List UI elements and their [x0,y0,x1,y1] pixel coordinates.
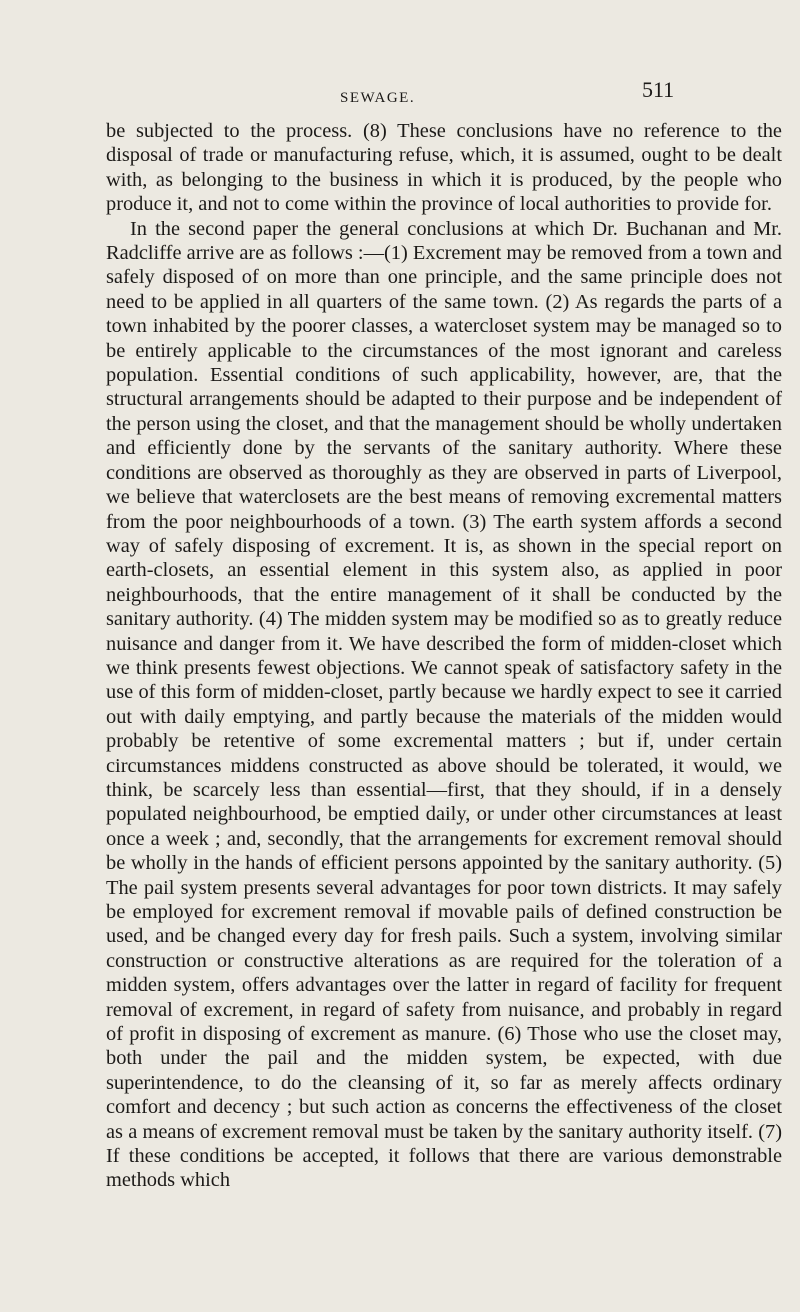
running-head [0,72,800,112]
page-number: 511 [642,77,675,102]
body-text [106,119,782,1193]
paragraph-continued: be subjected to the process. (8) These conclusions have no reference to the disposal of trade or manufacturing refuse, which, it is assumed, ought to be dealt with, as belonging to the business in which it is produced, by the people who produce it, and not to come within the province of local authorities to provide for. [106,120,782,216]
paragraph-conclusions: In the second paper the general conclusions at which Dr. Buchanan and Mr. Radcliffe arrive are as follows :—(1) Excrement may be removed from a town and safely disposed of on more than one principle, and the same principle does not need to be applied in all quarters of the same town. (2) As regards the parts of a town inhabited by the poorer classes, a watercloset system may be managed so to be entirely applicable to the circumstances of the most ignorant and careless population. Essential conditions of such applicability, however, are, that the structural arrangements should be adapted to their purpose and be independent of the person using the closet, and that the management should be wholly undertaken and efficiently done by the servants of the sanitary authority. Where these conditions are observed as thoroughly as they are observed in parts of Liverpool, we believe that waterclosets are the best means of removing excremental matters from the poor neighbourhoods of a town. (3) The earth system affords a second way of safely disposing of excrement. It is, as shown in the special report on earth-closets, an essential element in this system also, as applied in poor neighbourhoods, that the entire management of it shall be conducted by the sanitary authority. (4) The midden system may be modified so as to greatly reduce nuisance and danger from it. We have described the form of midden-closet which we think presents fewest objections. We cannot speak of satisfactory safety in the use of this form of midden-closet, partly because we hardly expect to see it carried out with daily emptying, and partly because the materials of the midden would probably be retentive of some excremental matters ; but if, under certain circumstances middens constructed as above should be tolerated, it would, we think, be scarcely less than essential—first, that they should, if in a densely populated neighbourhood, be emptied daily, or under other circumstances at least once a week ; and, secondly, that the arrangements for excrement removal should be wholly in the hands of efficient persons appointed by the sanitary authority. (5) The pail system presents several advantages for poor town districts. It may safely be employed for excrement removal if movable pails of defined construction be used, and be changed every day for fresh pails. Such a system, involving similar construction or constructive alterations as are required for the toleration of a midden system, offers advantages over the latter in regard of facility for frequent removal of excrement, in regard of safety from nuisance, and probably in regard of profit in disposing of excrement as manure. (6) Those who use the closet may, both under the pail and the midden system, be expected, with due superintendence, to do the cleansing of it, so far as merely affects ordinary comfort and decency ; but such action as concerns the effectiveness of the closet as a means of excrement removal must be taken by the sanitary authority itself. (7) If these conditions be accepted, it follows that there are various demonstrable methods which [106,217,782,1192]
header-title: SEWAGE. [340,90,416,106]
